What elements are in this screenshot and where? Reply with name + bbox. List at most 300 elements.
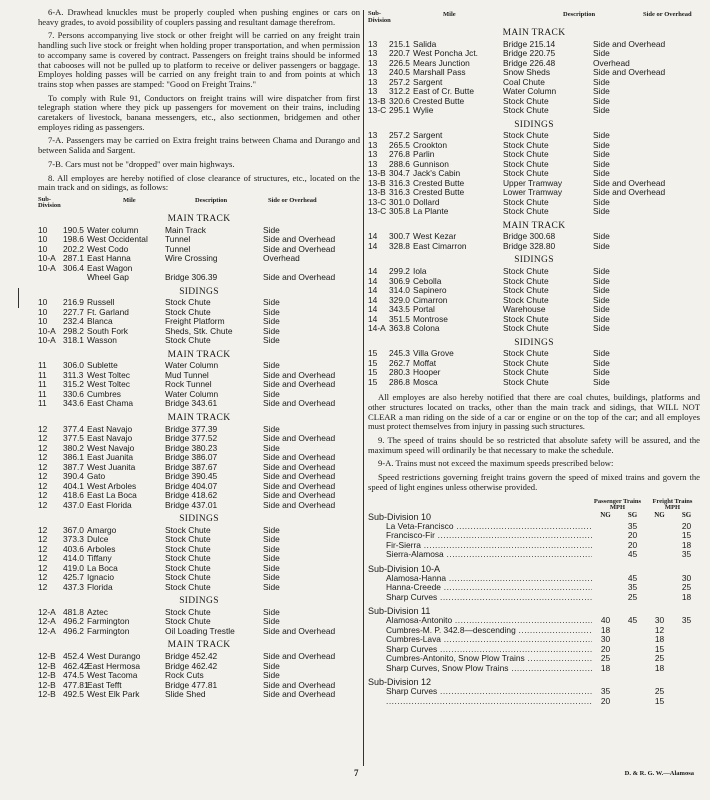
mile-cell: 404.1	[63, 480, 84, 491]
description-cell: Slide Shed	[165, 688, 206, 699]
freight-sg-speed: 25	[681, 582, 692, 593]
station-cell: Cumbres	[87, 388, 121, 399]
speed-row	[368, 697, 700, 706]
mile-cell: 216.9	[63, 297, 84, 308]
mile-cell: 257.2	[389, 130, 410, 141]
station-cell: Wheel Gap	[87, 272, 129, 283]
speed-row	[368, 531, 700, 540]
subdivision-cell: 10-A	[38, 262, 56, 273]
page-footer	[38, 768, 698, 788]
speed-row	[368, 574, 700, 583]
mile-cell: 306.9	[389, 275, 410, 286]
subdivision-cell: 15	[368, 367, 378, 378]
description-cell: Bridge 390.45	[165, 471, 218, 482]
mile-cell: 403.6	[63, 543, 84, 554]
mile-cell: 312.2	[389, 86, 410, 97]
station-cell: Hooper	[413, 367, 441, 378]
station-cell: Jack's Cabin	[413, 168, 461, 179]
clearance-cell: Side	[593, 158, 610, 169]
passenger-sg-speed	[619, 654, 646, 663]
subdivision-cell: 14	[368, 231, 378, 242]
clearance-row	[38, 690, 360, 699]
mile-cell: 227.7	[63, 306, 84, 317]
speed-row	[368, 687, 700, 696]
mile-cell: 320.6	[389, 95, 410, 106]
section-title: SIDINGS	[179, 596, 219, 607]
rule-91-note: To comply with Rule 91, Conductors on freight trains will wire dispatcher from first telegraph station where they pick up passengers for movement on their trains, including caretakers of livestock, banana messengers, etc., also sectionmen, bridgemen and other employes riding as passengers.	[38, 92, 360, 132]
passenger-ng-speed	[592, 522, 619, 531]
subdivision-cell: 12-B	[38, 688, 56, 699]
passenger-sg-speed: 45	[627, 615, 638, 626]
passenger-ng-speed: 20	[600, 643, 611, 654]
description-cell: Upper Tramway	[503, 177, 563, 188]
station-cell: West Arboles	[87, 480, 137, 491]
section-title: MAIN TRACK	[167, 349, 231, 360]
clearance-cell: Side and Overhead	[263, 234, 336, 245]
speed-row	[368, 522, 700, 531]
passenger-sg-speed	[619, 664, 646, 673]
mile-cell: 257.2	[389, 76, 410, 87]
station-cell: Sargent	[413, 130, 443, 141]
freight-sg-speed	[673, 654, 700, 663]
mile-cell: 306.0	[63, 360, 84, 371]
clearance-row	[368, 324, 700, 333]
station-cell: Crested Butte	[413, 187, 465, 198]
subdivision-cell: 13-B	[368, 187, 386, 198]
station-cell: Mosca	[413, 376, 438, 387]
clearance-cell: Side	[593, 206, 610, 217]
subdivision-cell: 12	[38, 572, 48, 583]
mile-cell: 318.1	[63, 335, 84, 346]
mile-cell: 418.6	[63, 490, 84, 501]
subdivision-cell: 12-B	[38, 670, 56, 681]
subdivision-cell: 12-B	[38, 651, 56, 662]
freight-ng-speed	[646, 583, 673, 592]
subdivision-cell: 13-B	[368, 168, 386, 179]
mile-cell: 492.5	[63, 688, 84, 699]
station-cell: East Hermosa	[87, 660, 141, 671]
clearance-cell: Side and Overhead	[263, 433, 336, 444]
description-cell: Stock Chute	[165, 562, 211, 573]
subdivision-cell: 13	[368, 158, 378, 169]
clearance-cell: Side	[263, 297, 280, 308]
description-cell: Stock Chute	[503, 357, 549, 368]
rule-8: 8. All employes are hereby notified of close clearance of structures, etc., located on the main track and on sidings, as follows:	[38, 172, 360, 193]
description-cell: Stock Chute	[165, 606, 211, 617]
header-description: Description	[563, 11, 596, 18]
subdivision-cell: 12	[38, 433, 48, 444]
clearance-cell: Side	[593, 130, 610, 141]
speed-row	[368, 616, 700, 625]
station-cell: Marshall Pass	[413, 67, 466, 78]
clearance-cell: Side and Overhead	[593, 177, 666, 188]
subdivision-cell: 13-B	[368, 177, 386, 188]
clearance-cell: Side	[593, 323, 610, 334]
mile-cell: 220.7	[389, 48, 410, 59]
description-cell: Stock Chute	[503, 376, 549, 387]
station-cell: Crested Butte	[413, 177, 465, 188]
description-cell: Oil Loading Trestle	[165, 625, 235, 636]
mile-cell: 328.8	[389, 240, 410, 251]
clearance-row	[368, 378, 700, 387]
segment-name: Sierra-Alamosa .....	[368, 550, 592, 559]
clearance-cell: Side	[263, 660, 280, 671]
subdivision-cell: 11	[38, 398, 47, 409]
description-cell: Bridge 386.07	[165, 452, 218, 463]
passenger-ng-speed	[592, 574, 619, 583]
clearance-row	[38, 336, 360, 345]
mile-cell: 298.2	[63, 325, 84, 336]
passenger-sg-speed	[619, 635, 646, 644]
mile-cell: 306.4	[63, 262, 84, 273]
station-cell: East Cimarron	[413, 240, 467, 251]
clearance-table-header-right	[368, 11, 700, 24]
gauge-label-ng: NG	[600, 510, 611, 519]
passenger-sg-speed: 25	[627, 591, 638, 602]
station-cell: Gato	[87, 471, 106, 482]
clearance-cell: Side and Overhead	[263, 490, 336, 501]
description-cell: Bridge 387.67	[165, 461, 218, 472]
mile-cell: 245.3	[389, 348, 410, 359]
mile-cell: 481.8	[63, 606, 84, 617]
mile-cell: 316.3	[389, 187, 410, 198]
freight-ng-speed: 30	[654, 615, 665, 626]
speed-restriction-note: Speed restrictions governing freight trains govern the speed of mixed trains and govern the speed of light engines unless otherwise provided.	[368, 472, 700, 492]
freight-ng-speed	[646, 550, 673, 559]
mile-cell: 304.7	[389, 168, 410, 179]
freight-ng-speed	[646, 541, 673, 550]
station-cell: West Juanita	[87, 461, 136, 472]
mile-cell: 198.6	[63, 234, 84, 245]
station-cell: South Fork	[87, 325, 128, 336]
segment-name: Cumbres-Antonito, Snow Plow Trains .....	[368, 654, 592, 663]
passenger-sg-speed: 20	[627, 530, 638, 541]
description-cell: Sheds, Stk. Chute	[165, 325, 233, 336]
subdivision-cell: 13	[368, 130, 378, 141]
clearance-cell: Side	[593, 149, 610, 160]
subdivision-cell: 10	[38, 306, 48, 317]
passenger-ng-speed	[592, 541, 619, 550]
left-clearance-sections	[38, 214, 360, 700]
description-cell: Bridge 477.81	[165, 679, 218, 690]
subdivision-cell: 14	[368, 266, 378, 277]
timetable-page	[38, 8, 698, 788]
clearance-row	[38, 399, 360, 408]
subdivision-name: Sub-Division 10-A	[368, 563, 441, 574]
passenger-sg-speed	[619, 697, 646, 706]
passenger-ng-speed: 25	[600, 653, 611, 664]
mile-cell: 280.3	[389, 367, 410, 378]
station-cell: West Poncha Jct.	[413, 48, 479, 59]
mile-cell: 314.0	[389, 285, 410, 296]
description-cell: Stock Chute	[503, 196, 549, 207]
section-title: SIDINGS	[179, 514, 219, 524]
section-title: MAIN TRACK	[502, 28, 566, 38]
freight-sg-speed: 15	[681, 530, 692, 541]
station-cell: Dollard	[413, 196, 440, 207]
subdivision-cell: 10-A	[38, 253, 56, 264]
mile-cell: 315.2	[63, 379, 84, 390]
subdivision-cell: 12	[38, 442, 48, 453]
subdivision-cell: 13	[368, 57, 378, 68]
subdivision-cell: 15	[368, 348, 378, 359]
clearance-row	[368, 106, 700, 115]
header-mile: Mile	[443, 11, 456, 18]
clearance-cell: Side and Overhead	[263, 625, 336, 636]
description-cell: Stock Chute	[165, 581, 211, 592]
description-cell: Stock Chute	[503, 149, 549, 160]
station-cell: Florida	[87, 581, 113, 592]
mile-cell: 477.81	[63, 679, 89, 690]
mile-cell: 387.7	[63, 461, 84, 472]
segment-name: Sharp Curves .....	[368, 645, 592, 654]
subdivision-cell: 13	[368, 149, 378, 160]
clearance-cell: Side	[593, 313, 610, 324]
clearance-cell: Side	[263, 572, 280, 583]
clearance-cell: Side	[593, 376, 610, 387]
clearance-cell: Side and Overhead	[263, 688, 336, 699]
subdivision-cell: 14	[368, 304, 378, 315]
clearance-cell: Overhead	[263, 253, 300, 264]
clearance-cell: Side	[593, 275, 610, 286]
freight-sg-speed	[673, 697, 700, 706]
subdivision-cell: 13	[368, 38, 378, 49]
station-cell: Dulce	[87, 534, 109, 545]
description-cell: Bridge 226.48	[503, 57, 556, 68]
subdivision-cell: 14-A	[368, 323, 386, 334]
station-cell: Farmington	[87, 616, 130, 627]
mile-cell: 367.0	[63, 524, 84, 535]
segment-name: Sharp Curves .....	[368, 687, 592, 696]
description-cell: Stock Chute	[503, 367, 549, 378]
freight-sg-speed	[673, 626, 700, 635]
mile-cell: 343.5	[389, 304, 410, 315]
mile-cell: 316.3	[389, 177, 410, 188]
station-cell: Colona	[413, 323, 440, 334]
subdivision-cell: 12	[38, 553, 48, 564]
mile-cell: 437.0	[63, 499, 84, 510]
description-cell: Stock Chute	[503, 313, 549, 324]
clearance-cell: Side	[263, 325, 280, 336]
clearance-cell: Side and Overhead	[593, 67, 666, 78]
clearance-cell: Side and Overhead	[263, 499, 336, 510]
description-cell: Bridge 377.39	[165, 423, 218, 434]
subdivision-cell: 12-A	[38, 606, 56, 617]
clearance-row	[368, 207, 700, 216]
mile-cell: 462.42	[63, 660, 89, 671]
description-cell: Stock Chute	[503, 348, 549, 359]
station-cell: Tiffany	[87, 553, 112, 564]
clearance-cell: Side	[593, 348, 610, 359]
spacer	[646, 564, 673, 574]
subdivision-cell: 12-A	[38, 625, 56, 636]
passenger-ng-speed: 40	[600, 615, 611, 626]
station-cell: Villa Grove	[413, 348, 454, 359]
mile-cell: 329.0	[389, 294, 410, 305]
clearance-cell: Side	[593, 304, 610, 315]
clearance-cell: Side	[593, 48, 610, 59]
station-cell: East Chama	[87, 398, 134, 409]
description-cell: Stock Chute	[503, 130, 549, 141]
clearance-cell: Side	[593, 95, 610, 106]
clearance-table-header	[38, 197, 360, 210]
section-title: SIDINGS	[514, 255, 554, 266]
speed-row	[368, 664, 700, 673]
freight-ng-speed	[646, 522, 673, 531]
subdivision-cell	[38, 273, 63, 282]
freight-sg-speed: 20	[681, 520, 692, 531]
subdivision-cell: 11	[38, 388, 47, 399]
header-subdivision: Sub- Division	[38, 195, 61, 210]
subdivision-cell: 12	[38, 534, 48, 545]
station-cell: West Toltec	[87, 369, 130, 380]
subdivision-cell: 12	[38, 543, 48, 554]
station-cell: West Codo	[87, 243, 129, 254]
description-cell: Warehouse	[503, 304, 546, 315]
description-cell: Stock Chute	[165, 335, 211, 346]
passenger-ng-speed	[592, 583, 619, 592]
station-cell: Montrose	[413, 313, 448, 324]
subdivision-cell: 13	[368, 86, 378, 97]
mile-cell: 190.5	[63, 224, 84, 235]
speed-row	[368, 541, 700, 550]
station-cell: Mears Junction	[413, 57, 470, 68]
station-cell: West Occidental	[87, 234, 148, 245]
description-cell: Snow Sheds	[503, 67, 551, 78]
clearance-row	[368, 242, 700, 251]
station-cell: East of Cr. Butte	[413, 86, 474, 97]
subdivision-cell: 12	[38, 581, 48, 592]
station-cell: Wasson	[87, 335, 117, 346]
clearance-cell: Side and Overhead	[263, 471, 336, 482]
mile-cell: 215.1	[389, 38, 410, 49]
segment-name: Sharp Curves, Snow Plow Trains .....	[368, 664, 592, 673]
rule-9: 9. The speed of trains should be so restricted that absolute safety will be assured, and the maximum speed will ordinarily be that necessary to make the schedule.	[368, 435, 700, 455]
station-cell: East Navajo	[87, 433, 133, 444]
subdivision-cell: 13	[368, 76, 378, 87]
description-cell: Stock Chute	[503, 158, 549, 169]
mile-cell: 419.0	[63, 562, 84, 573]
description-cell: Water Column	[165, 360, 219, 371]
passenger-sg-speed: 45	[627, 549, 638, 560]
description-cell: Stock Chute	[165, 553, 211, 564]
subdivision-cell: 14	[368, 285, 378, 296]
spacer	[619, 677, 646, 687]
clearance-cell: Side	[263, 616, 280, 627]
passenger-sg-speed: 20	[627, 539, 638, 550]
mile-cell: 377.4	[63, 423, 84, 434]
subdivision-cell: 14	[368, 240, 378, 251]
segment-name: Francisco-Fir .....	[368, 531, 592, 540]
mile-cell: 305.8	[389, 206, 410, 217]
subdivision-name: Sub-Division 10	[368, 511, 432, 522]
clearance-cell: Side	[593, 266, 610, 277]
passenger-ng-speed	[592, 531, 619, 540]
clearance-cell: Side	[593, 105, 610, 116]
description-cell: Tunnel	[165, 234, 191, 245]
description-cell: Stock Chute	[503, 275, 549, 286]
mile-cell: 474.5	[63, 670, 84, 681]
description-cell: Mud Tunnel	[165, 369, 209, 380]
description-cell: Bridge 418.62	[165, 490, 218, 501]
station-cell: La Boca	[87, 562, 118, 573]
speed-row	[368, 654, 700, 663]
header-side: Side or Overhead	[268, 196, 317, 204]
right-clearance-sections	[368, 28, 700, 387]
left-column	[38, 8, 360, 699]
subdivision-cell: 12	[38, 452, 48, 463]
freight-sg-speed: 18	[681, 539, 692, 550]
description-cell: Bridge 306.39	[165, 272, 218, 283]
passenger-ng-speed	[592, 550, 619, 559]
mile-cell: 437.3	[63, 581, 84, 592]
description-cell: Stock Chute	[165, 306, 211, 317]
freight-ng-speed	[646, 593, 673, 602]
freight-sg-speed: 18	[681, 591, 692, 602]
freight-sg-speed	[673, 687, 700, 696]
description-cell: Stock Chute	[165, 543, 211, 554]
clearance-cell: Side and Overhead	[263, 243, 336, 254]
margin-mark	[18, 288, 19, 308]
mile-cell: 351.5	[389, 313, 410, 324]
station-cell: East Wagon	[87, 262, 133, 273]
passenger-ng-speed: 30	[600, 634, 611, 645]
description-cell: Rock Cuts	[165, 670, 204, 681]
freight-ng-speed: 15	[654, 695, 665, 706]
mile-cell: 414.0	[63, 553, 84, 564]
speed-table	[368, 512, 700, 707]
subdivision-cell: 12-B	[38, 660, 56, 671]
clearance-cell: Side	[263, 306, 280, 317]
mile-cell: 377.5	[63, 433, 84, 444]
mile-cell: 343.6	[63, 398, 84, 409]
description-cell: Stock Chute	[503, 266, 549, 277]
station-cell: Salida	[413, 38, 437, 49]
subdivision-cell: 13-C	[368, 105, 387, 116]
speed-row	[368, 593, 700, 602]
column-divider	[363, 10, 364, 766]
clearance-cell: Side and Overhead	[263, 369, 336, 380]
subdivision-cell: 12	[38, 499, 48, 510]
speed-group-heading	[368, 564, 700, 574]
station-cell: Aztec	[87, 606, 108, 617]
clearance-cell: Side	[593, 357, 610, 368]
clearance-cell: Side	[593, 86, 610, 97]
passenger-sg-speed	[619, 687, 646, 696]
clearance-cell: Side	[263, 534, 280, 545]
mile-cell: 262.7	[389, 357, 410, 368]
clearance-cell: Side and Overhead	[593, 187, 666, 198]
mile-cell: 425.7	[63, 572, 84, 583]
station-cell: East La Boca	[87, 490, 137, 501]
mile-cell: 496.2	[63, 625, 84, 636]
speed-group-heading	[368, 606, 700, 616]
passenger-sg-speed: 35	[627, 520, 638, 531]
clearance-cell: Side	[593, 285, 610, 296]
station-cell: West Kezar	[413, 231, 457, 242]
description-cell: Bridge 437.01	[165, 499, 218, 510]
speed-row	[368, 583, 700, 592]
subdivision-name: Sub-Division 12	[368, 677, 432, 688]
clearance-cell: Side	[593, 168, 610, 179]
description-cell: Stock Chute	[165, 572, 211, 583]
subdivision-cell: 13	[368, 48, 378, 59]
section-title: MAIN TRACK	[167, 640, 231, 651]
section-title: MAIN TRACK	[502, 220, 566, 231]
description-cell: Bridge 220.75	[503, 48, 556, 59]
clearance-cell: Side	[593, 240, 610, 251]
mile-cell: 330.6	[63, 388, 84, 399]
